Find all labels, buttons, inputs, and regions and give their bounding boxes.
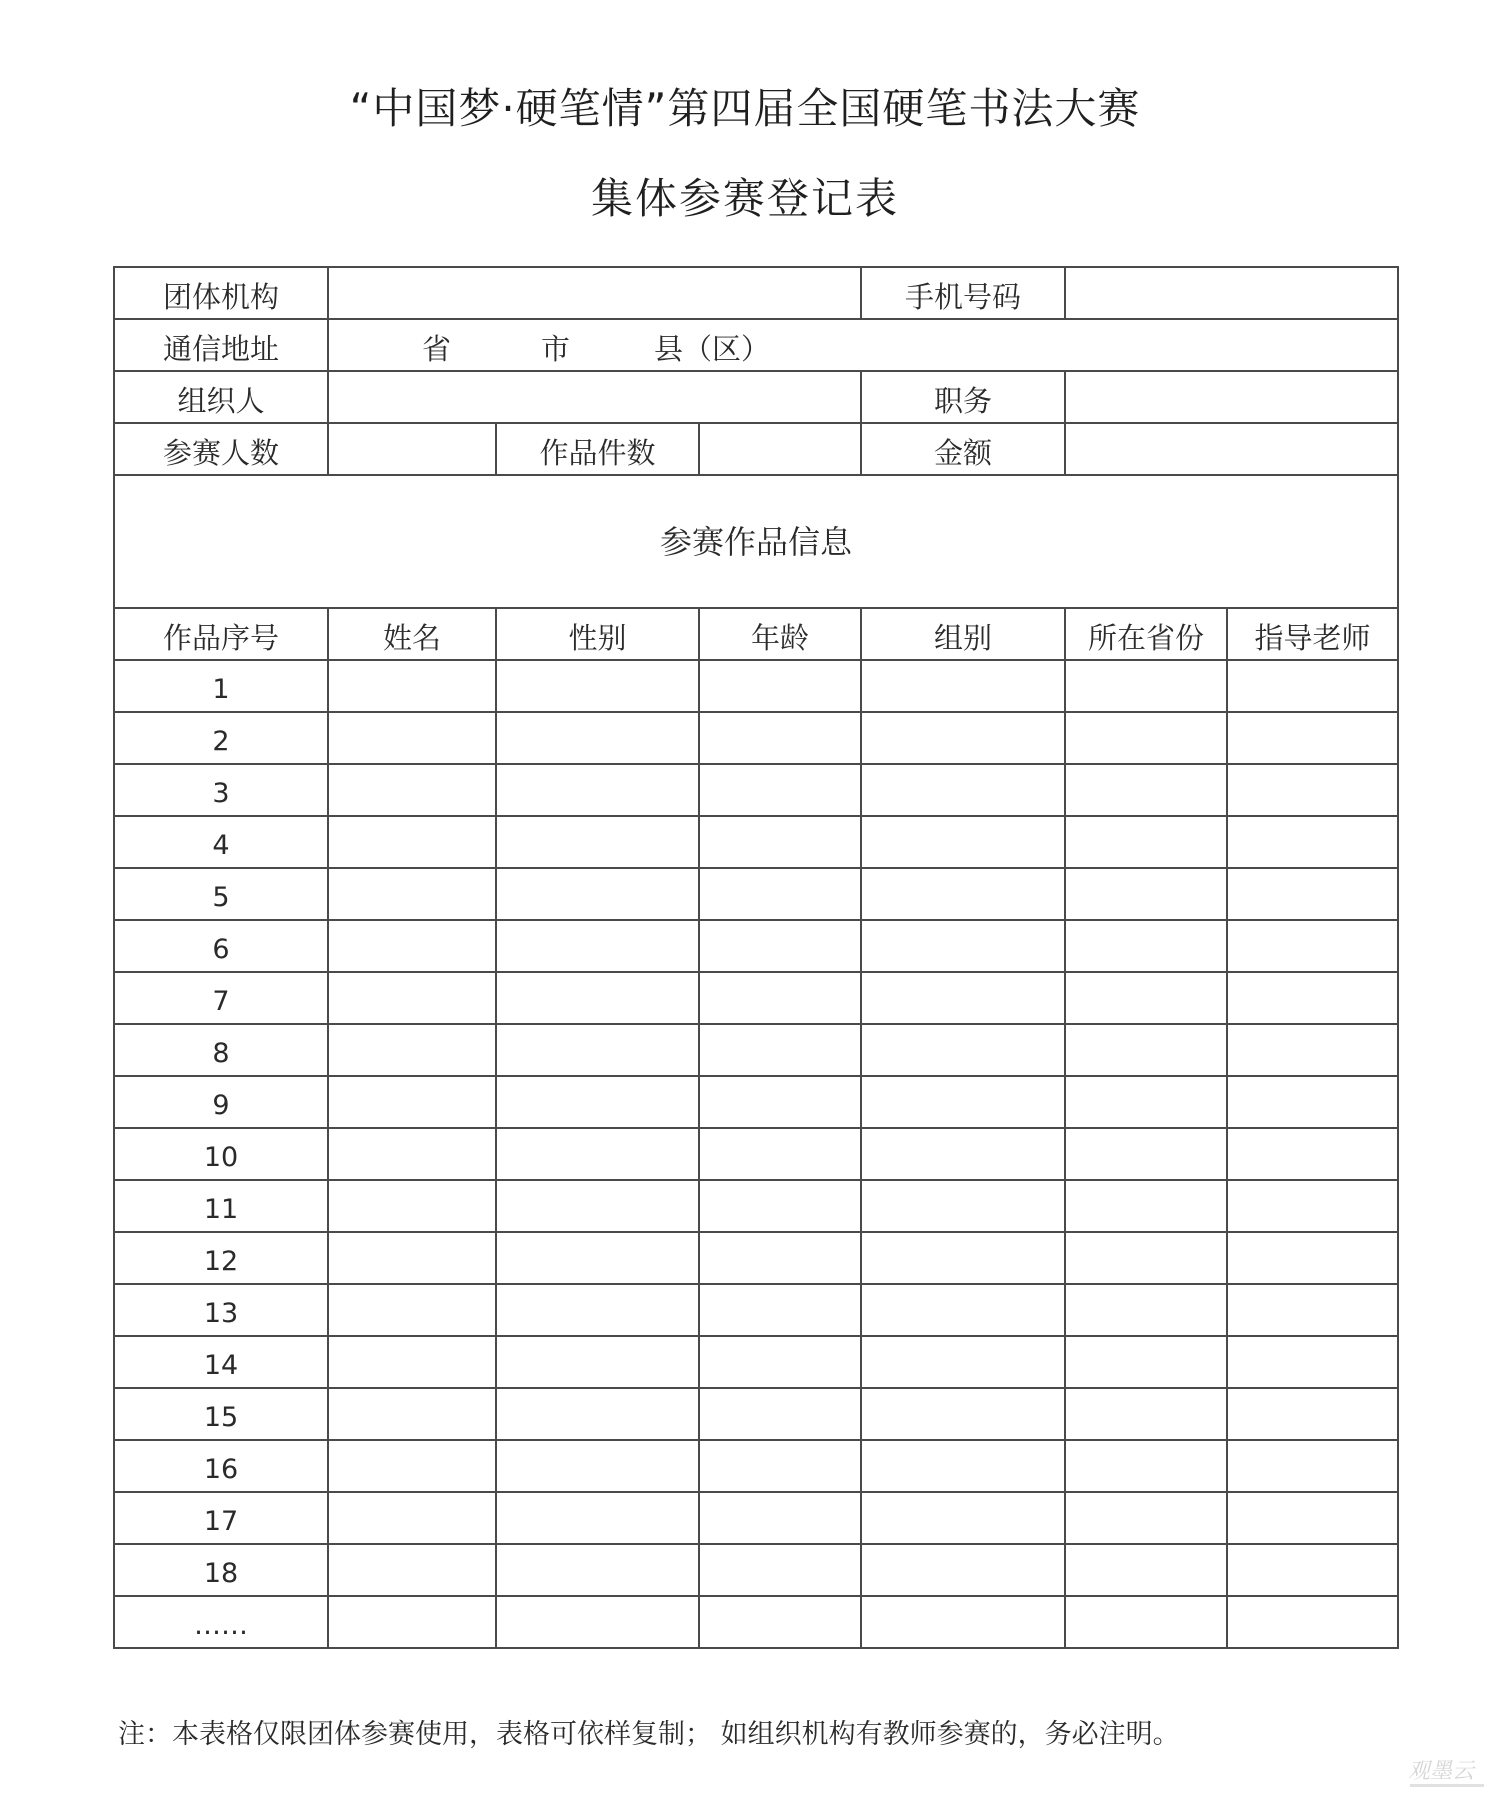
row-teacher-cell[interactable] [1227,660,1398,712]
row-number: 1 [114,660,328,712]
row-group-cell[interactable] [861,1076,1065,1128]
row-group-cell[interactable] [861,972,1065,1024]
row-number: 18 [114,1544,328,1596]
row-number: 7 [114,972,328,1024]
row-group-cell[interactable] [861,1336,1065,1388]
row-number: 5 [114,868,328,920]
table-row [114,1440,1398,1492]
table-row [114,1024,1398,1076]
row-age-cell[interactable] [699,868,861,920]
address-row [114,319,1398,371]
table-row [114,816,1398,868]
row-group-cell[interactable] [861,816,1065,868]
table-row [114,660,1398,712]
address-province: 省 [422,332,452,366]
row-group-cell[interactable] [861,660,1065,712]
table-row [114,1232,1398,1284]
row-age-cell[interactable] [699,1284,861,1336]
row-teacher-cell[interactable] [1227,1492,1398,1544]
row-name-cell[interactable] [328,1284,496,1336]
row-group-cell[interactable] [861,1232,1065,1284]
row-gender-cell[interactable] [496,972,699,1024]
row-gender-cell[interactable] [496,1128,699,1180]
col-header-gender: 性别 [496,608,699,660]
row-province-cell[interactable] [1065,1336,1227,1388]
row-teacher-cell[interactable] [1227,1336,1398,1388]
row-teacher-cell[interactable] [1227,1440,1398,1492]
counts-row [114,423,1398,475]
row-gender-cell[interactable] [496,1492,699,1544]
row-province-cell[interactable] [1065,1024,1227,1076]
row-group-cell[interactable] [861,1128,1065,1180]
row-name-cell[interactable] [328,1024,496,1076]
row-name-cell[interactable] [328,1076,496,1128]
works-count-field[interactable] [699,423,861,475]
row-teacher-cell[interactable] [1227,868,1398,920]
row-gender-cell[interactable] [496,1336,699,1388]
organizer-row [114,371,1398,423]
row-province-cell[interactable] [1065,868,1227,920]
row-province-cell[interactable] [1065,712,1227,764]
row-age-cell[interactable] [699,1336,861,1388]
row-age-cell[interactable] [699,1076,861,1128]
row-age-cell[interactable] [699,1024,861,1076]
row-teacher-cell[interactable] [1227,972,1398,1024]
row-province-cell[interactable] [1065,1076,1227,1128]
row-gender-cell[interactable] [496,1232,699,1284]
participants-field[interactable] [328,423,496,475]
row-name-cell[interactable] [328,1388,496,1440]
row-number: 2 [114,712,328,764]
table-row [114,920,1398,972]
row-group-cell[interactable] [861,1024,1065,1076]
row-teacher-cell[interactable] [1227,1388,1398,1440]
row-teacher-cell[interactable] [1227,712,1398,764]
row-name-cell[interactable] [328,920,496,972]
row-teacher-cell[interactable] [1227,920,1398,972]
organizer-label: 组织人 [114,371,328,423]
row-province-cell[interactable] [1065,1128,1227,1180]
row-province-cell[interactable] [1065,920,1227,972]
row-number: 9 [114,1076,328,1128]
works-count-label: 作品件数 [496,423,699,475]
table-row [114,1596,1398,1648]
row-teacher-cell[interactable] [1227,1232,1398,1284]
row-number: 6 [114,920,328,972]
org-label: 团体机构 [114,267,328,319]
row-province-cell[interactable] [1065,816,1227,868]
row-age-cell[interactable] [699,1440,861,1492]
organizer-field[interactable] [328,371,861,423]
table-row [114,764,1398,816]
row-group-cell[interactable] [861,712,1065,764]
row-gender-cell[interactable] [496,1284,699,1336]
table-row [114,1492,1398,1544]
svg-text:观墨云: 观墨云 [1408,1759,1475,1784]
row-number: 8 [114,1024,328,1076]
row-gender-cell[interactable] [496,920,699,972]
row-group-cell[interactable] [861,1492,1065,1544]
row-age-cell[interactable] [699,1180,861,1232]
table-row [114,1180,1398,1232]
row-age-cell[interactable] [699,660,861,712]
row-age-cell[interactable] [699,1128,861,1180]
row-age-cell[interactable] [699,816,861,868]
address-field[interactable] [328,319,1398,371]
row-teacher-cell[interactable] [1227,1128,1398,1180]
row-gender-cell[interactable] [496,1076,699,1128]
watermark-logo [1404,1752,1490,1794]
row-province-cell[interactable] [1065,764,1227,816]
row-age-cell[interactable] [699,1388,861,1440]
row-number: 11 [114,1180,328,1232]
row-gender-cell[interactable] [496,764,699,816]
row-age-cell[interactable] [699,972,861,1024]
table-row [114,1336,1398,1388]
row-name-cell[interactable] [328,1128,496,1180]
registration-table [113,266,1399,1649]
row-group-cell[interactable] [861,1180,1065,1232]
row-name-cell[interactable] [328,660,496,712]
row-age-cell[interactable] [699,920,861,972]
row-province-cell[interactable] [1065,660,1227,712]
address-city: 市 [541,332,571,366]
row-province-cell[interactable] [1065,1440,1227,1492]
section-title: 参赛作品信息 [114,475,1398,608]
row-name-cell[interactable] [328,764,496,816]
row-teacher-cell[interactable] [1227,1076,1398,1128]
row-gender-cell[interactable] [496,1596,699,1648]
row-name-cell[interactable] [328,1596,496,1648]
col-header-work-number: 作品序号 [114,608,328,660]
row-age-cell[interactable] [699,1492,861,1544]
col-header-name: 姓名 [328,608,496,660]
table-row [114,868,1398,920]
row-group-cell[interactable] [861,868,1065,920]
table-row [114,972,1398,1024]
row-teacher-cell[interactable] [1227,1284,1398,1336]
row-province-cell[interactable] [1065,1232,1227,1284]
table-row [114,712,1398,764]
form-title: “中国梦·硬笔情”第四届全国硬笔书法大赛 [349,84,1141,133]
row-province-cell[interactable] [1065,1284,1227,1336]
row-number: 17 [114,1492,328,1544]
row-age-cell[interactable] [699,712,861,764]
col-header-province: 所在省份 [1065,608,1227,660]
row-number: …… [114,1596,328,1648]
row-name-cell[interactable] [328,816,496,868]
row-name-cell[interactable] [328,1492,496,1544]
form-subtitle: 集体参赛登记表 [590,174,899,223]
row-gender-cell[interactable] [496,712,699,764]
row-name-cell[interactable] [328,868,496,920]
row-teacher-cell[interactable] [1227,816,1398,868]
row-name-cell[interactable] [328,1440,496,1492]
row-name-cell[interactable] [328,1544,496,1596]
position-field[interactable] [1065,371,1398,423]
row-gender-cell[interactable] [496,1544,699,1596]
row-teacher-cell[interactable] [1227,764,1398,816]
amount-label: 金额 [861,423,1065,475]
row-gender-cell[interactable] [496,660,699,712]
row-gender-cell[interactable] [496,868,699,920]
row-teacher-cell[interactable] [1227,1544,1398,1596]
phone-field[interactable] [1065,267,1398,319]
participants-label: 参赛人数 [114,423,328,475]
table-row [114,1544,1398,1596]
row-number: 10 [114,1128,328,1180]
row-group-cell[interactable] [861,1284,1065,1336]
table-row [114,1284,1398,1336]
row-teacher-cell[interactable] [1227,1180,1398,1232]
entry-rows [114,660,1398,1648]
row-number: 16 [114,1440,328,1492]
row-gender-cell[interactable] [496,1180,699,1232]
row-group-cell[interactable] [861,1544,1065,1596]
table-row [114,1076,1398,1128]
row-gender-cell[interactable] [496,1024,699,1076]
row-age-cell[interactable] [699,1232,861,1284]
row-province-cell[interactable] [1065,1492,1227,1544]
row-age-cell[interactable] [699,764,861,816]
amount-field[interactable] [1065,423,1398,475]
row-province-cell[interactable] [1065,1596,1227,1648]
row-province-cell[interactable] [1065,1544,1227,1596]
row-group-cell[interactable] [861,1388,1065,1440]
row-age-cell[interactable] [699,1596,861,1648]
row-gender-cell[interactable] [496,1440,699,1492]
row-group-cell[interactable] [861,764,1065,816]
position-label: 职务 [861,371,1065,423]
row-province-cell[interactable] [1065,1388,1227,1440]
row-name-cell[interactable] [328,1180,496,1232]
table-row [114,1128,1398,1180]
row-number: 3 [114,764,328,816]
row-number: 12 [114,1232,328,1284]
row-number: 15 [114,1388,328,1440]
row-province-cell[interactable] [1065,1180,1227,1232]
row-name-cell[interactable] [328,972,496,1024]
row-province-cell[interactable] [1065,972,1227,1024]
row-name-cell[interactable] [328,712,496,764]
row-number: 13 [114,1284,328,1336]
row-name-cell[interactable] [328,1336,496,1388]
section-row [114,475,1398,608]
table-row [114,1388,1398,1440]
org-field[interactable] [328,267,861,319]
row-number: 14 [114,1336,328,1388]
column-header-row [114,608,1398,660]
org-row [114,267,1398,319]
row-group-cell[interactable] [861,1596,1065,1648]
phone-label: 手机号码 [861,267,1065,319]
row-teacher-cell[interactable] [1227,1596,1398,1648]
row-number: 4 [114,816,328,868]
row-group-cell[interactable] [861,920,1065,972]
row-gender-cell[interactable] [496,1388,699,1440]
row-name-cell[interactable] [328,1232,496,1284]
col-header-group: 组别 [861,608,1065,660]
address-label: 通信地址 [114,319,328,371]
row-teacher-cell[interactable] [1227,1024,1398,1076]
footer-note: 注：本表格仅限团体参赛使用，表格可依样复制； 如组织机构有教师参赛的，务必注明。 [118,1719,1180,1750]
col-header-teacher: 指导老师 [1227,608,1398,660]
row-age-cell[interactable] [699,1544,861,1596]
address-county: 县（区） [654,332,771,366]
row-group-cell[interactable] [861,1440,1065,1492]
row-gender-cell[interactable] [496,816,699,868]
col-header-age: 年龄 [699,608,861,660]
